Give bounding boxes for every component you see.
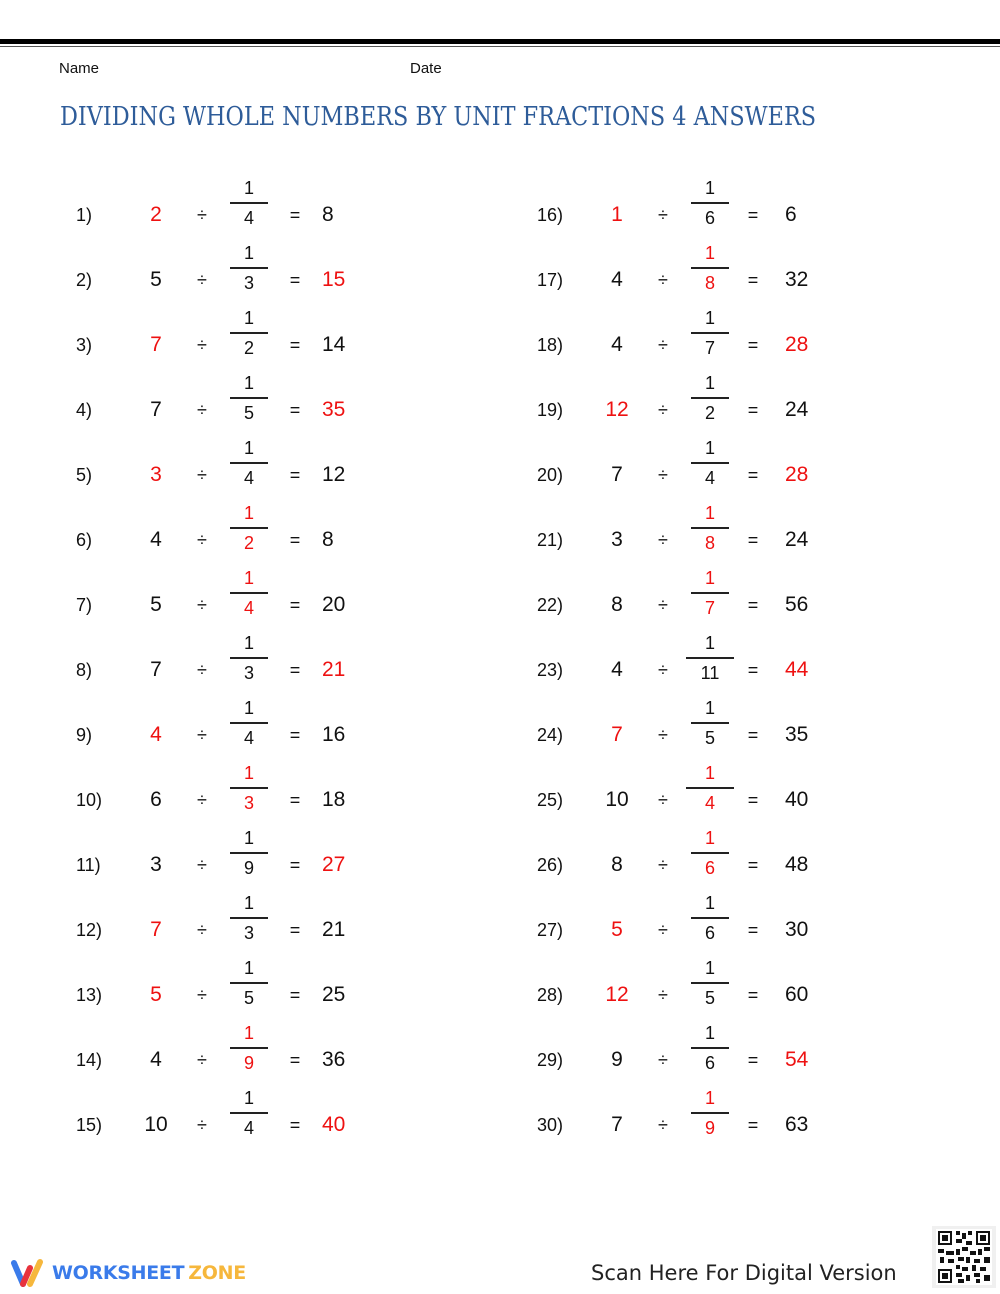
result-value: 35 [322,398,346,421]
problem-number: 8) [76,660,93,680]
whole-number: 7 [611,1113,623,1136]
problem-number: 26) [537,855,564,875]
equals-sign: = [747,660,759,680]
fraction-bar [686,787,734,789]
equals-sign: = [747,725,759,745]
fraction-denominator: 5 [704,987,715,1008]
problem-number: 1) [76,205,93,225]
problem-number: 5) [76,465,93,485]
worksheet-zone-logo [10,1258,246,1288]
fraction-numerator: 1 [243,308,254,328]
fraction-bar [691,1112,729,1114]
whole-number: 7 [611,463,623,486]
problem-number: 18) [537,335,564,355]
result-value: 35 [785,723,809,746]
whole-number: 10 [144,1113,168,1136]
whole-number: 5 [150,983,162,1006]
unit-fraction [219,890,279,946]
fraction-denominator: 6 [704,207,715,228]
fraction-bar [230,657,268,659]
whole-number: 2 [150,203,162,226]
fraction-numerator: 1 [704,828,715,848]
whole-number: 4 [150,528,162,551]
divide-sign: ÷ [658,790,668,810]
problem-number: 16) [537,205,564,225]
fraction-numerator: 1 [243,568,254,588]
fraction-bar [691,982,729,984]
divide-sign: ÷ [658,530,668,550]
equals-sign: = [747,985,759,1005]
fraction-denominator: 5 [243,402,254,423]
problem-number: 28) [537,985,564,1005]
fraction-denominator: 4 [243,597,254,618]
fraction-bar [686,657,734,659]
whole-number: 7 [150,658,162,681]
result-value: 60 [785,983,809,1006]
equals-sign: = [747,920,759,940]
equals-sign: = [747,530,759,550]
equals-sign: = [289,660,301,680]
fraction-bar [230,397,268,399]
fraction-bar [691,722,729,724]
equals-sign: = [289,205,301,225]
fraction-bar [691,332,729,334]
equals-sign: = [747,790,759,810]
result-value: 40 [785,788,809,811]
unit-fraction [680,825,740,881]
divide-sign: ÷ [658,855,668,875]
fraction-numerator: 1 [243,1023,254,1043]
unit-fraction [680,1085,740,1141]
equals-sign: = [289,920,301,940]
divide-sign: ÷ [197,465,207,485]
equals-sign: = [747,205,759,225]
whole-number: 7 [150,398,162,421]
result-value: 25 [322,983,346,1006]
equals-sign: = [747,465,759,485]
divide-sign: ÷ [658,660,668,680]
divide-sign: ÷ [658,920,668,940]
unit-fraction [680,695,740,751]
fraction-denominator: 6 [704,922,715,943]
unit-fraction [219,175,279,231]
problem-row [76,1088,476,1160]
result-value: 63 [785,1113,809,1136]
fraction-denominator: 8 [704,532,715,553]
fraction-numerator: 1 [704,438,715,458]
unit-fraction [680,175,740,231]
result-value: 8 [322,203,334,226]
problem-number: 11) [76,855,101,875]
result-value: 20 [322,593,346,616]
divide-sign: ÷ [197,595,207,615]
fraction-bar [230,917,268,919]
divide-sign: ÷ [197,985,207,1005]
fraction-denominator: 2 [243,532,254,553]
unit-fraction [680,955,740,1011]
fraction-numerator: 1 [704,633,715,653]
fraction-bar [230,852,268,854]
fraction-bar [230,787,268,789]
divide-sign: ÷ [197,205,207,225]
fraction-numerator: 1 [704,243,715,263]
result-value: 30 [785,918,809,941]
unit-fraction [680,500,740,556]
problem-number: 10) [76,790,103,810]
equals-sign: = [747,855,759,875]
unit-fraction [219,825,279,881]
problem-number: 29) [537,1050,564,1070]
fraction-denominator: 11 [700,662,720,683]
divide-sign: ÷ [197,1050,207,1070]
fraction-denominator: 4 [243,727,254,748]
equals-sign: = [289,530,301,550]
equals-sign: = [747,335,759,355]
divide-sign: ÷ [658,725,668,745]
fraction-bar [691,592,729,594]
unit-fraction [680,435,740,491]
unit-fraction [219,305,279,361]
fraction-numerator: 1 [704,373,715,393]
divide-sign: ÷ [658,985,668,1005]
fraction-numerator: 1 [243,1088,254,1108]
result-value: 12 [322,463,346,486]
whole-number: 7 [611,723,623,746]
logo-word-worksheet: WORKSHEET [52,1262,185,1284]
result-value: 48 [785,853,809,876]
fraction-denominator: 3 [243,792,254,813]
result-value: 6 [785,203,797,226]
fraction-numerator: 1 [704,1023,715,1043]
fraction-denominator: 3 [243,922,254,943]
problem-number: 14) [76,1050,103,1070]
problem-number: 21) [537,530,564,550]
fraction-numerator: 1 [704,308,715,328]
result-value: 16 [322,723,346,746]
problem-number: 13) [76,985,103,1005]
fraction-denominator: 9 [243,1052,254,1073]
problem-number: 23) [537,660,564,680]
equals-sign: = [747,270,759,290]
fraction-bar [691,527,729,529]
whole-number: 12 [605,398,629,421]
whole-number: 4 [611,333,623,356]
fraction-numerator: 1 [704,763,715,783]
fraction-numerator: 1 [243,373,254,393]
equals-sign: = [289,595,301,615]
result-value: 21 [322,658,346,681]
equals-sign: = [747,595,759,615]
qr-code[interactable] [932,1226,996,1288]
equals-sign: = [289,270,301,290]
result-value: 27 [322,853,346,876]
result-value: 21 [322,918,346,941]
fraction-denominator: 5 [704,727,715,748]
result-value: 56 [785,593,809,616]
divide-sign: ÷ [658,335,668,355]
unit-fraction [219,565,279,621]
header-rule-thin [0,46,1000,47]
fraction-bar [230,332,268,334]
whole-number: 8 [611,593,623,616]
problem-number: 12) [76,920,103,940]
problem-number: 25) [537,790,564,810]
divide-sign: ÷ [658,465,668,485]
whole-number: 6 [150,788,162,811]
whole-number: 3 [150,853,162,876]
unit-fraction [680,565,740,621]
problem-number: 3) [76,335,93,355]
divide-sign: ÷ [197,920,207,940]
whole-number: 4 [150,1048,162,1071]
fraction-numerator: 1 [704,893,715,913]
divide-sign: ÷ [658,595,668,615]
whole-number: 9 [611,1048,623,1071]
fraction-denominator: 4 [243,207,254,228]
divide-sign: ÷ [658,1115,668,1135]
divide-sign: ÷ [197,660,207,680]
fraction-numerator: 1 [243,958,254,978]
fraction-numerator: 1 [704,698,715,718]
fraction-bar [230,982,268,984]
page-title: DIVIDING WHOLE NUMBERS BY UNIT FRACTIONS 4 ANSWERS [60,102,817,132]
fraction-bar [691,1047,729,1049]
divide-sign: ÷ [658,205,668,225]
unit-fraction [680,240,740,296]
divide-sign: ÷ [658,270,668,290]
result-value: 28 [785,333,809,356]
problem-number: 6) [76,530,93,550]
unit-fraction [219,695,279,751]
divide-sign: ÷ [197,725,207,745]
fraction-numerator: 1 [243,828,254,848]
unit-fraction [219,240,279,296]
fraction-numerator: 1 [243,503,254,523]
fraction-bar [691,462,729,464]
whole-number: 3 [150,463,162,486]
divide-sign: ÷ [197,1115,207,1135]
fraction-bar [691,267,729,269]
fraction-denominator: 3 [243,272,254,293]
fraction-numerator: 1 [243,893,254,913]
problem-number: 27) [537,920,564,940]
whole-number: 5 [611,918,623,941]
fraction-numerator: 1 [243,698,254,718]
fraction-denominator: 4 [704,467,715,488]
problem-number: 20) [537,465,564,485]
result-value: 32 [785,268,809,291]
result-value: 54 [785,1048,809,1071]
fraction-denominator: 7 [704,597,715,618]
whole-number: 5 [150,268,162,291]
whole-number: 4 [611,268,623,291]
whole-number: 3 [611,528,623,551]
unit-fraction [680,305,740,361]
divide-sign: ÷ [658,400,668,420]
unit-fraction [219,630,279,686]
equals-sign: = [289,335,301,355]
equals-sign: = [289,855,301,875]
fraction-denominator: 4 [704,792,715,813]
equals-sign: = [747,1115,759,1135]
fraction-bar [691,397,729,399]
equals-sign: = [289,1115,301,1135]
problem-number: 9) [76,725,93,745]
fraction-numerator: 1 [704,1088,715,1108]
unit-fraction [219,500,279,556]
fraction-denominator: 7 [704,337,715,358]
date-label: Date [410,60,442,77]
name-label: Name [59,60,100,77]
problem-number: 19) [537,400,564,420]
problem-number: 2) [76,270,93,290]
divide-sign: ÷ [197,790,207,810]
scan-text: Scan Here For Digital Version [591,1261,897,1285]
fraction-numerator: 1 [704,958,715,978]
unit-fraction [219,760,279,816]
result-value: 24 [785,528,809,551]
unit-fraction [219,955,279,1011]
fraction-numerator: 1 [704,503,715,523]
divide-sign: ÷ [197,855,207,875]
equals-sign: = [289,985,301,1005]
fraction-bar [230,1047,268,1049]
result-value: 40 [322,1113,346,1136]
divide-sign: ÷ [658,1050,668,1070]
fraction-bar [691,202,729,204]
fraction-denominator: 5 [243,987,254,1008]
fraction-denominator: 8 [704,272,715,293]
divide-sign: ÷ [197,335,207,355]
whole-number: 7 [150,333,162,356]
unit-fraction [680,890,740,946]
problem-number: 4) [76,400,93,420]
whole-number: 7 [150,918,162,941]
whole-number: 5 [150,593,162,616]
equals-sign: = [747,1050,759,1070]
equals-sign: = [747,400,759,420]
unit-fraction [680,370,740,426]
fraction-numerator: 1 [243,243,254,263]
equals-sign: = [289,1050,301,1070]
qr-code-icon [936,1229,992,1285]
fraction-bar [230,267,268,269]
divide-sign: ÷ [197,270,207,290]
problem-number: 22) [537,595,564,615]
fraction-bar [230,202,268,204]
equals-sign: = [289,400,301,420]
fraction-bar [230,1112,268,1114]
unit-fraction [680,630,740,686]
divide-sign: ÷ [197,530,207,550]
unit-fraction [219,1020,279,1076]
unit-fraction [680,1020,740,1076]
equals-sign: = [289,725,301,745]
fraction-numerator: 1 [704,568,715,588]
whole-number: 4 [611,658,623,681]
result-value: 24 [785,398,809,421]
fraction-bar [230,722,268,724]
problem-number: 7) [76,595,93,615]
result-value: 28 [785,463,809,486]
fraction-bar [691,852,729,854]
fraction-denominator: 3 [243,662,254,683]
equals-sign: = [289,465,301,485]
fraction-denominator: 2 [243,337,254,358]
problem-number: 24) [537,725,564,745]
whole-number: 1 [611,203,623,226]
fraction-numerator: 1 [704,178,715,198]
fraction-denominator: 4 [243,1117,254,1138]
whole-number: 12 [605,983,629,1006]
unit-fraction [219,370,279,426]
fraction-bar [691,917,729,919]
fraction-denominator: 6 [704,857,715,878]
problem-row [537,1088,937,1160]
fraction-denominator: 4 [243,467,254,488]
fraction-numerator: 1 [243,633,254,653]
fraction-denominator: 6 [704,1052,715,1073]
fraction-numerator: 1 [243,438,254,458]
result-value: 18 [322,788,346,811]
unit-fraction [219,435,279,491]
result-value: 36 [322,1048,346,1071]
logo-word-zone: ZONE [188,1262,246,1284]
result-value: 14 [322,333,346,356]
whole-number: 8 [611,853,623,876]
worksheet-zone-logo-icon [10,1258,46,1288]
whole-number: 4 [150,723,162,746]
problem-number: 15) [76,1115,103,1135]
problem-number: 17) [537,270,564,290]
result-value: 15 [322,268,346,291]
result-value: 8 [322,528,334,551]
unit-fraction [680,760,740,816]
fraction-numerator: 1 [243,178,254,198]
fraction-bar [230,527,268,529]
divide-sign: ÷ [197,400,207,420]
whole-number: 10 [605,788,629,811]
result-value: 44 [785,658,809,681]
fraction-bar [230,592,268,594]
fraction-denominator: 9 [704,1117,715,1138]
equals-sign: = [289,790,301,810]
fraction-bar [230,462,268,464]
fraction-denominator: 9 [243,857,254,878]
problem-number: 30) [537,1115,564,1135]
fraction-denominator: 2 [704,402,715,423]
fraction-numerator: 1 [243,763,254,783]
header-rule-thick [0,39,1000,44]
unit-fraction [219,1085,279,1141]
